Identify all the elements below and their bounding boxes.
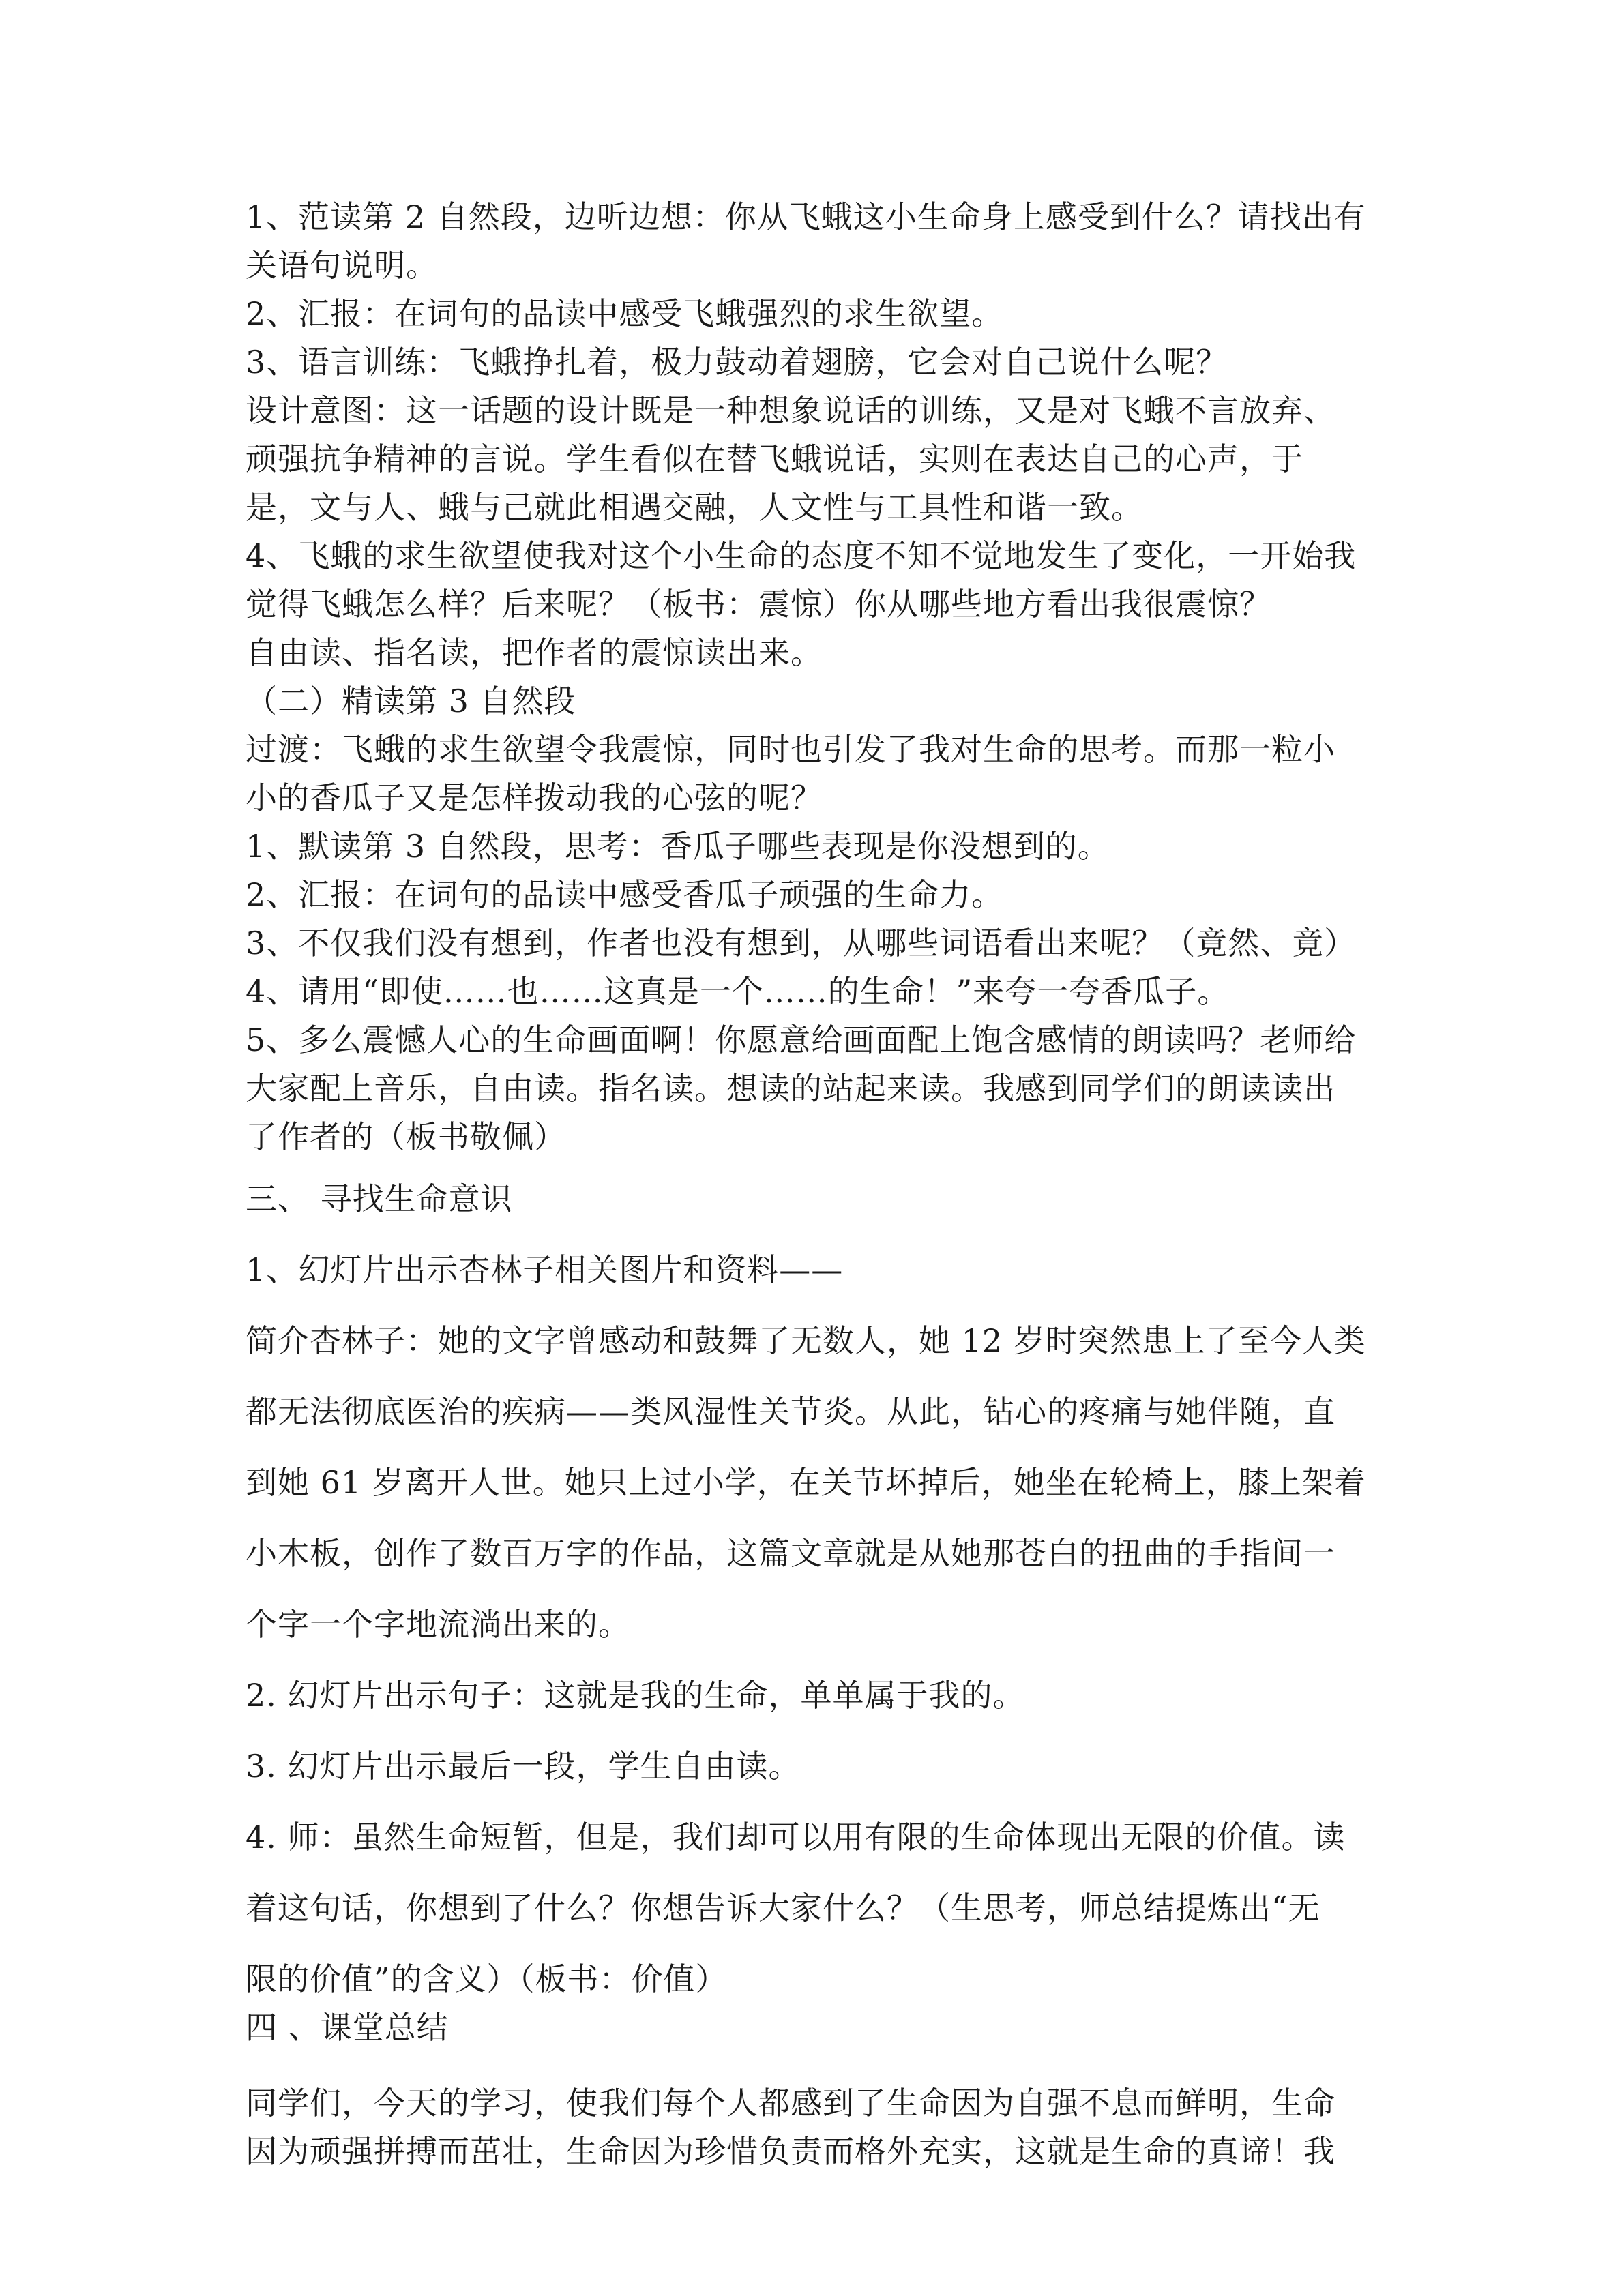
text-line: 1、默读第 3 自然段，思考：香瓜子哪些表现是你没想到的。 — [246, 828, 1110, 865]
text-line: 是，文与人、蛾与己就此相遇交融，人文性与工具性和谐一致。 — [246, 489, 1143, 526]
text-line: 小木板，创作了数百万字的作品，这篇文章就是从她那苍白的扭曲的手指间一 — [246, 1535, 1335, 1572]
text-line: 4、飞蛾的求生欲望使我对这个小生命的态度不知不觉地发生了变化，一开始我 — [246, 537, 1357, 574]
text-line: 1、幻灯片出示杏林子相关图片和资料—— — [246, 1251, 844, 1288]
text-line: 设计意图：这一话题的设计既是一种想象说话的训练，又是对飞蛾不言放弃、 — [246, 392, 1335, 429]
text-line: 因为顽强拼搏而茁壮，生命因为珍惜负责而格外充实，这就是生命的真谛！我 — [246, 2133, 1335, 2170]
text-line: 4、请用“即使……也……这真是一个……的生命！”来夸一夸香瓜子。 — [246, 973, 1230, 1010]
text-line: 顽强抗争精神的言说。学生看似在替飞蛾说话，实则在表达自己的心声，于 — [246, 441, 1303, 477]
text-line: 5、多么震憾人心的生命画面啊！你愿意给画面配上饱含感情的朗读吗？老师给 — [246, 1022, 1357, 1058]
text-line: 限的价值”的含义）（板书：价值） — [246, 1960, 728, 1997]
text-line: 过渡：飞蛾的求生欲望令我震惊，同时也引发了我对生命的思考。而那一粒小 — [246, 731, 1335, 768]
text-line: 大家配上音乐，自由读。指名读。想读的站起来读。我感到同学们的朗读读出 — [246, 1070, 1335, 1107]
text-line: 同学们，今天的学习，使我们每个人都感到了生命因为自强不息而鲜明，生命 — [246, 2085, 1335, 2121]
text-line: 自由读、指名读，把作者的震惊读出来。 — [246, 634, 823, 671]
text-line: 到她 61 岁离开人世。她只上过小学，在关节坏掉后，她坐在轮椅上，膝上架着 — [246, 1464, 1366, 1501]
section-heading: 三、 寻找生命意识 — [246, 1180, 513, 1217]
text-line: 个字一个字地流淌出来的。 — [246, 1606, 630, 1643]
text-line: 3. 幻灯片出示最后一段，学生自由读。 — [246, 1748, 801, 1785]
text-line: 着这句话，你想到了什么？你想告诉大家什么？（生思考，师总结提炼出“无 — [246, 1890, 1320, 1926]
text-line: 觉得飞蛾怎么样？后来呢？（板书：震惊）你从哪些地方看出我很震惊？ — [246, 586, 1271, 623]
section-heading: （二）精读第 3 自然段 — [246, 683, 576, 719]
text-line: 2、汇报：在词句的品读中感受飞蛾强烈的求生欲望。 — [246, 295, 1004, 332]
text-line: 1、范读第 2 自然段，边听边想：你从飞蛾这小生命身上感受到什么？请找出有 — [246, 198, 1366, 235]
text-line: 4. 师：虽然生命短暂，但是，我们却可以用有限的生命体现出无限的价值。读 — [246, 1819, 1346, 1855]
section-heading: 四 、课堂总结 — [246, 2009, 449, 2046]
text-line: 3、语言训练：飞蛾挣扎着，极力鼓动着翅膀，它会对自己说什么呢？ — [246, 344, 1228, 381]
text-line: 2. 幻灯片出示句子：这就是我的生命，单单属于我的。 — [246, 1677, 1025, 1714]
text-line: 了作者的（板书敬佩） — [246, 1118, 566, 1155]
text-line: 小的香瓜子又是怎样拨动我的心弦的呢？ — [246, 779, 823, 816]
text-line: 关语句说明。 — [246, 247, 438, 284]
document-page — [246, 198, 1378, 2181]
text-line: 2、汇报：在词句的品读中感受香瓜子顽强的生命力。 — [246, 876, 1004, 913]
text-line: 3、不仅我们没有想到，作者也没有想到，从哪些词语看出来呢？（竟然、竟） — [246, 925, 1357, 961]
text-line: 简介杏林子：她的文字曾感动和鼓舞了无数人，她 12 岁时突然患上了至今人类 — [246, 1322, 1366, 1359]
text-line: 都无法彻底医治的疾病——类风湿性关节炎。从此，钻心的疼痛与她伴随，直 — [246, 1393, 1335, 1430]
